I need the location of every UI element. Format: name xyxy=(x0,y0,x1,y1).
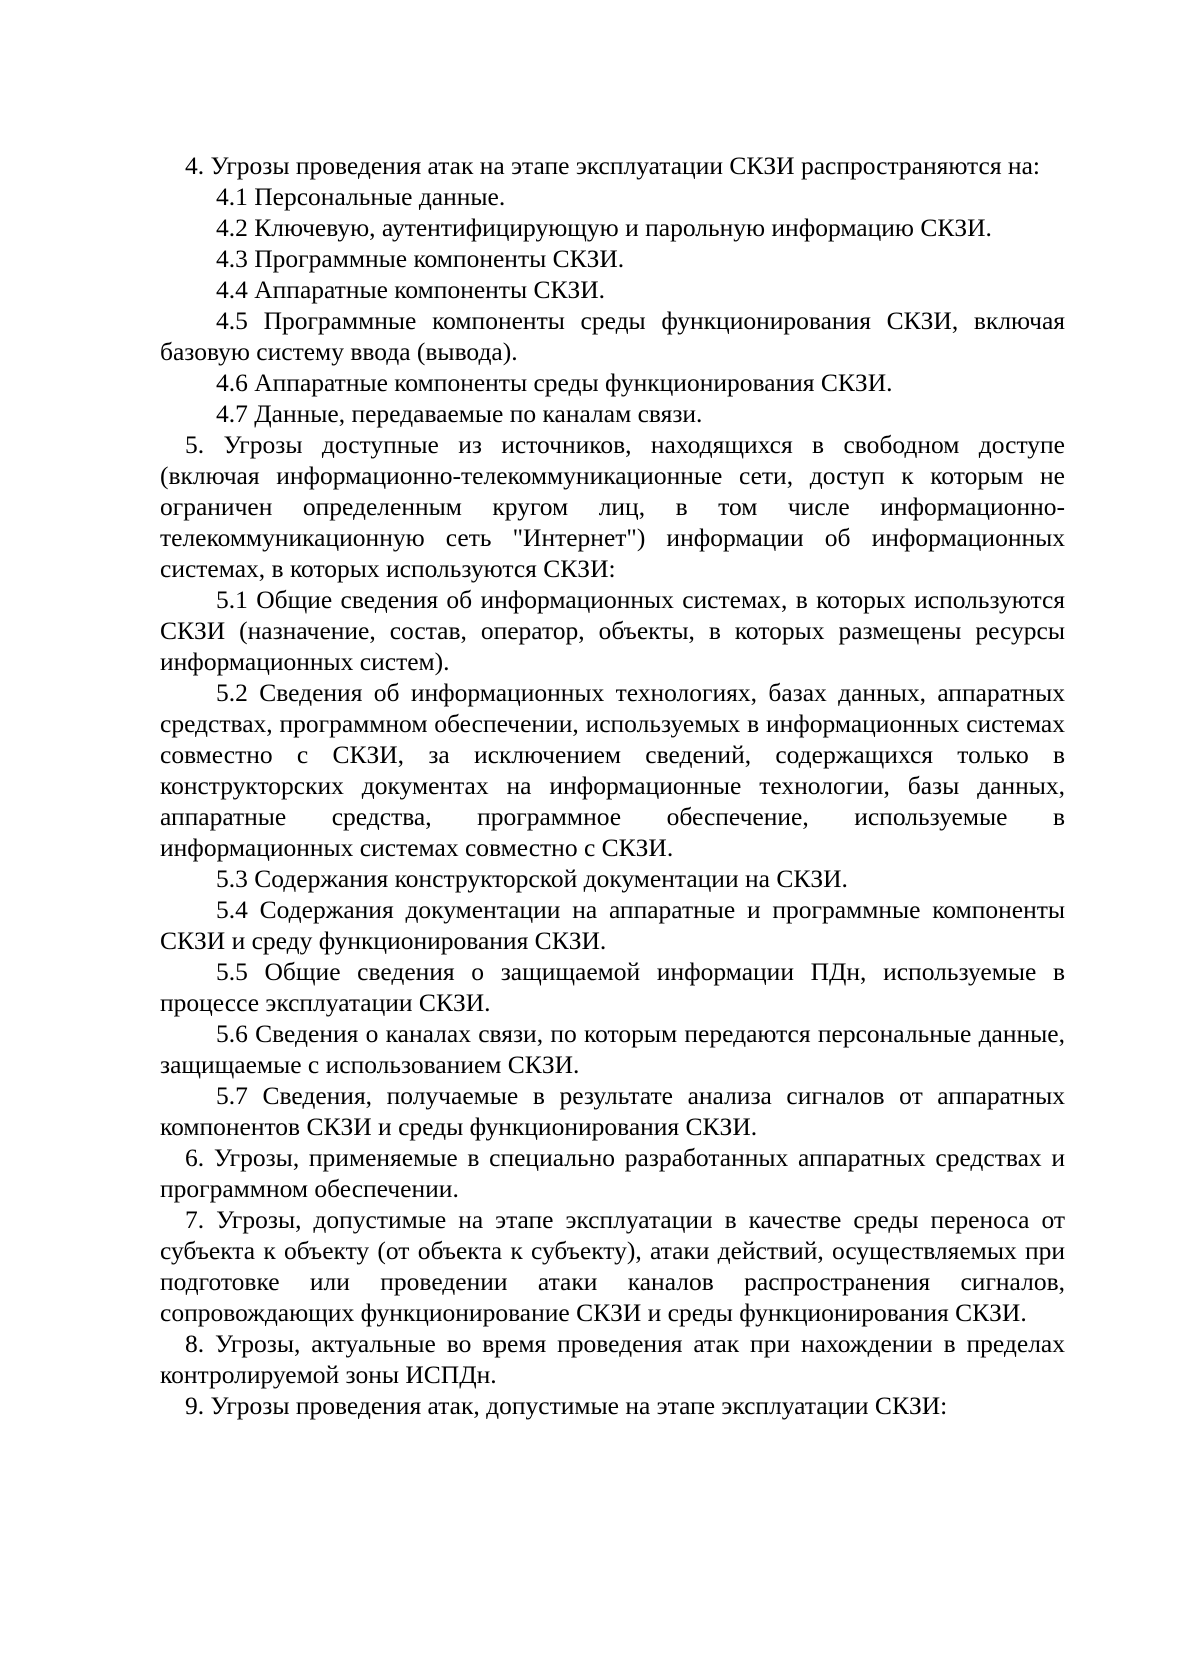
paragraph-4-5: 4.5 Программные компоненты среды функционирования СКЗИ, включая базовую систему ввода (вывода). xyxy=(160,306,1065,366)
paragraph-8: 8. Угрозы, актуальные во время проведения атак при нахождении в пределах контролируемой зоны ИСПДн. xyxy=(160,1329,1065,1389)
paragraph-4-2: 4.2 Ключевую, аутентифицирующую и парольную информацию СКЗИ. xyxy=(216,213,992,242)
paragraph-6: 6. Угрозы, применяемые в специально разработанных аппаратных средствах и программном обеспечении. xyxy=(160,1143,1065,1203)
paragraph-5-3: 5.3 Содержания конструкторской документации на СКЗИ. xyxy=(216,864,848,893)
paragraph-4-1: 4.1 Персональные данные. xyxy=(216,182,506,211)
paragraph-4-6: 4.6 Аппаратные компоненты среды функционирования СКЗИ. xyxy=(216,368,893,397)
paragraph-5-2: 5.2 Сведения об информационных технологиях, базах данных, аппаратных средствах, программном обеспечении, используемых в информационных системах совместно с СКЗИ, за исключением сведений, содержащихся только в конструкторских документах на информационные технологии, базы данных, аппаратные средства, программное обеспечение, используемые в информационных системах совместно с СКЗИ. xyxy=(160,678,1065,862)
paragraph-5-7: 5.7 Сведения, получаемые в результате анализа сигналов от аппаратных компонентов СКЗИ и среды функционирования СКЗИ. xyxy=(160,1081,1065,1141)
paragraph-4-3: 4.3 Программные компоненты СКЗИ. xyxy=(216,244,625,273)
paragraph-5: 5. Угрозы доступные из источников, находящихся в свободном доступе (включая информационно-телекоммуникационные сети, доступ к которым не ограничен определенным кругом лиц, в том числе информационно-телекоммуникационную сеть "Интернет") информации об информационных системах, в которых используются СКЗИ: xyxy=(160,430,1065,583)
paragraph-5-1: 5.1 Общие сведения об информационных системах, в которых используются СКЗИ (назначение, состав, оператор, объекты, в которых размещены ресурсы информационных систем). xyxy=(160,585,1065,676)
paragraph-5-6: 5.6 Сведения о каналах связи, по которым передаются персональные данные, защищаемые с использованием СКЗИ. xyxy=(160,1019,1065,1079)
paragraph-7: 7. Угрозы, допустимые на этапе эксплуатации в качестве среды переноса от субъекта к объекту (от объекта к субъекту), атаки действий, осуществляемых при подготовке или проведении атаки каналов распространения сигналов, сопровождающих функционирование СКЗИ и среды функционирования СКЗИ. xyxy=(160,1205,1065,1327)
paragraph-4-4: 4.4 Аппаратные компоненты СКЗИ. xyxy=(216,275,606,304)
document-body xyxy=(160,150,1065,1421)
paragraph-5-5: 5.5 Общие сведения о защищаемой информации ПДн, используемые в процессе эксплуатации СКЗИ. xyxy=(160,957,1065,1017)
paragraph-5-4: 5.4 Содержания документации на аппаратные и программные компоненты СКЗИ и среду функционирования СКЗИ. xyxy=(160,895,1065,955)
paragraph-9: 9. Угрозы проведения атак, допустимые на этапе эксплуатации СКЗИ: xyxy=(185,1391,948,1420)
paragraph-4-7: 4.7 Данные, передаваемые по каналам связи. xyxy=(216,399,703,428)
paragraph-4: 4. Угрозы проведения атак на этапе эксплуатации СКЗИ распространяются на: xyxy=(185,151,1040,180)
